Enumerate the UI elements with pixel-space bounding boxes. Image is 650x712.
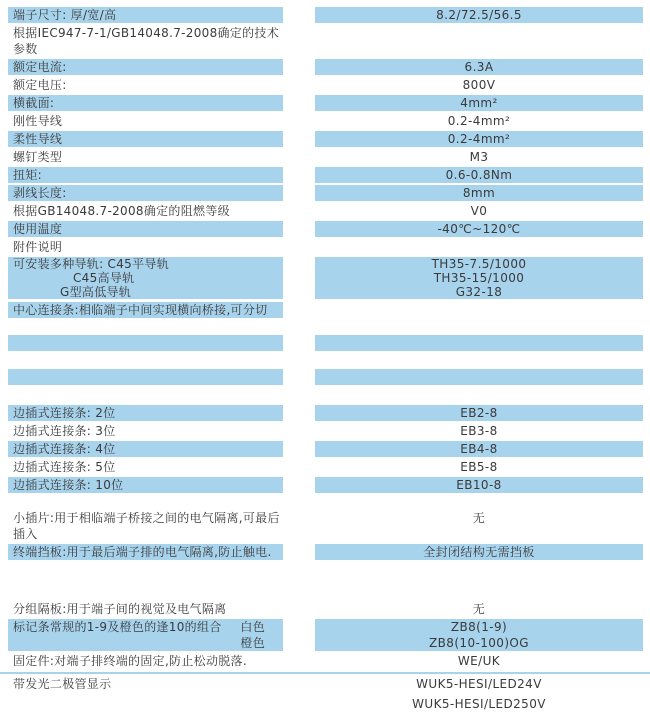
spec-label: 使用温度 [13, 222, 63, 236]
spec-label-cell [8, 441, 283, 457]
spec-label: 边插式连接条: 10位 [13, 478, 124, 492]
spec-value: 4mm² [460, 96, 498, 110]
spec-label: 可安装多种导轨: C45平导轨 [13, 257, 170, 271]
spec-value: WUK5-HESI/LED24V [416, 677, 542, 691]
spec-value-cell [315, 477, 643, 493]
table-row [8, 257, 643, 299]
spec-value: 0.6-0.8Nm [445, 168, 513, 182]
spec-value: 0.2-4mm² [447, 114, 511, 128]
spec-label: 终端挡板:用于最后端子排的电气隔离,防止触电. [13, 545, 272, 559]
spec-value: G32-18 [455, 285, 503, 299]
spec-label-cell [8, 423, 283, 439]
spec-value: 8.2/72.5/56.5 [436, 8, 522, 22]
spec-label: 剥线长度: [13, 186, 67, 200]
spec-value-cell [315, 77, 643, 93]
spec-value-cell [315, 405, 643, 421]
spec-value-cell [315, 653, 643, 669]
spec-label: 额定电压: [13, 78, 67, 92]
spec-value: EB5-8 [460, 460, 498, 474]
table-row [8, 59, 643, 75]
spec-label: 固定件:对端子排终端的固定,防止松动脱落. [13, 654, 247, 668]
spec-label-cell [8, 544, 283, 560]
table-row [8, 77, 643, 93]
spec-sublabel-group [240, 619, 283, 651]
spec-label-cell [8, 167, 283, 183]
table-row [8, 423, 643, 439]
spec-value-cell [315, 544, 643, 560]
spec-value-cell [315, 459, 643, 475]
spec-label-cell [8, 95, 283, 111]
spec-label-cell [8, 601, 283, 617]
spec-sublabel: 橙色 [240, 636, 265, 650]
table-row [8, 131, 643, 147]
spec-value-cell [315, 423, 643, 439]
spec-value-cell [315, 203, 643, 219]
spec-value-cell [315, 335, 643, 351]
spec-label-cell [8, 239, 283, 255]
spec-value: 800V [462, 78, 496, 92]
spec-label-cell [8, 203, 283, 219]
table-row [8, 601, 643, 617]
table-row [8, 653, 643, 669]
spec-label: 额定电流: [13, 60, 67, 74]
spec-value-cell [315, 239, 643, 255]
spec-label-cell [8, 221, 283, 237]
spec-value: V0 [470, 204, 488, 218]
spec-label: G型高低导轨 [60, 285, 132, 299]
spec-label-cell [8, 676, 283, 712]
spec-label: 柔性导线 [13, 132, 63, 146]
spec-label-cell [8, 25, 283, 57]
spec-label: 边插式连接条: 3位 [13, 424, 116, 438]
spec-value: EB2-8 [460, 406, 498, 420]
spec-label-cell [8, 477, 283, 493]
spec-label: 扭矩: [13, 168, 42, 182]
spec-label: 根据GB14048.7-2008确定的阻燃等级 [13, 204, 230, 218]
spec-label-cell [8, 459, 283, 475]
table-row [8, 95, 643, 111]
table-row [8, 544, 643, 560]
spec-value-cell [315, 185, 643, 201]
table-row [8, 185, 643, 201]
spec-value-cell [315, 302, 643, 318]
spec-value: 全封闭结构无需挡板 [423, 545, 535, 559]
spec-value-cell [315, 7, 643, 23]
table-row [8, 25, 643, 57]
spec-label-cell [8, 369, 283, 385]
spec-label: 刚性导线 [13, 114, 63, 128]
table-row [8, 510, 643, 542]
spec-label-cell [8, 7, 283, 23]
spec-value-cell [315, 149, 643, 165]
spec-label-cell [8, 653, 283, 669]
table-row [8, 405, 643, 421]
spec-label: 中心连接条:相临端子中间实现横向桥接,可分切 [13, 303, 268, 317]
spec-value-cell [315, 369, 643, 385]
table-row [8, 477, 643, 493]
table-row [8, 335, 643, 351]
spec-value-cell [315, 113, 643, 129]
spec-label: 小插片:用于相临端子桥接之间的电气隔离,可最后插入 [13, 511, 280, 541]
spec-value: TH35-15/1000 [433, 271, 525, 285]
spec-value: EB3-8 [460, 424, 498, 438]
spec-label: 端子尺寸: 厚/宽/高 [13, 8, 117, 22]
table-row [8, 167, 643, 183]
spec-label-cell [8, 257, 283, 299]
spec-label: 附件说明 [13, 240, 63, 254]
spec-label-cell [8, 149, 283, 165]
spec-value: EB10-8 [456, 478, 502, 492]
spec-label: 边插式连接条: 2位 [13, 406, 116, 420]
spec-value-cell [315, 131, 643, 147]
table-row [8, 676, 643, 712]
spec-value-cell [315, 95, 643, 111]
spec-label-cell [8, 510, 283, 542]
spec-value-cell [315, 59, 643, 75]
spec-label: 带发光二极管显示 [13, 677, 112, 691]
spec-label-cell [8, 619, 283, 651]
spec-value: 6.3A [464, 60, 494, 74]
spec-value-cell [315, 25, 643, 57]
spec-label-cell [8, 185, 283, 201]
spec-label-cell [8, 302, 283, 318]
spec-value: 无 [472, 602, 486, 616]
spec-value: 无 [472, 511, 486, 525]
spec-label: 螺钉类型 [13, 150, 63, 164]
section-divider-line [0, 672, 650, 674]
table-row [8, 369, 643, 385]
spec-value-cell [315, 441, 643, 457]
spec-value-cell [315, 676, 643, 712]
spec-value: 8mm [462, 186, 496, 200]
spec-value-cell [315, 257, 643, 299]
spec-value-cell [315, 510, 643, 542]
table-row [8, 619, 643, 651]
spec-label-cell [8, 77, 283, 93]
table-row [8, 302, 643, 318]
spec-label-cell [8, 113, 283, 129]
table-row [8, 239, 643, 255]
spec-label: 边插式连接条: 4位 [13, 442, 116, 456]
spec-label: 根据IEC947-7-1/GB14048.7-2008确定的技术参数 [13, 26, 280, 56]
spec-value: TH35-7.5/1000 [431, 257, 527, 271]
table-row [8, 221, 643, 237]
spec-label-cell [8, 131, 283, 147]
table-row [8, 441, 643, 457]
table-row [8, 149, 643, 165]
table-row [8, 113, 643, 129]
spec-label: 分组隔板:用于端子间的视觉及电气隔离 [13, 602, 227, 616]
spec-value-cell [315, 221, 643, 237]
spec-label-cell [8, 59, 283, 75]
spec-value: EB4-8 [460, 442, 498, 456]
spec-label: 横截面: [13, 96, 55, 110]
table-row [8, 7, 643, 23]
spec-label: 标记条常规的1-9及橙色的逢10的组合 [13, 620, 222, 634]
spec-value-cell [315, 601, 643, 617]
spec-value: WUK5-HESI/LED250V [412, 697, 546, 711]
spec-label: C45高导轨 [73, 271, 135, 285]
spec-label-cell [8, 405, 283, 421]
spec-value-cell [315, 619, 643, 651]
spec-value: ZB8(10-100)OG [429, 636, 529, 650]
spec-value-cell [315, 167, 643, 183]
spec-value: 0.2-4mm² [447, 132, 511, 146]
spec-label-cell [8, 335, 283, 351]
table-row [8, 203, 643, 219]
spec-label: 边插式连接条: 5位 [13, 460, 116, 474]
spec-value: -40℃~120℃ [437, 222, 521, 236]
table-row [8, 459, 643, 475]
spec-value: M3 [469, 150, 489, 164]
spec-value: WE/UK [457, 654, 501, 668]
spec-sublabel: 白色 [240, 620, 265, 634]
spec-value: ZB8(1-9) [450, 620, 508, 634]
